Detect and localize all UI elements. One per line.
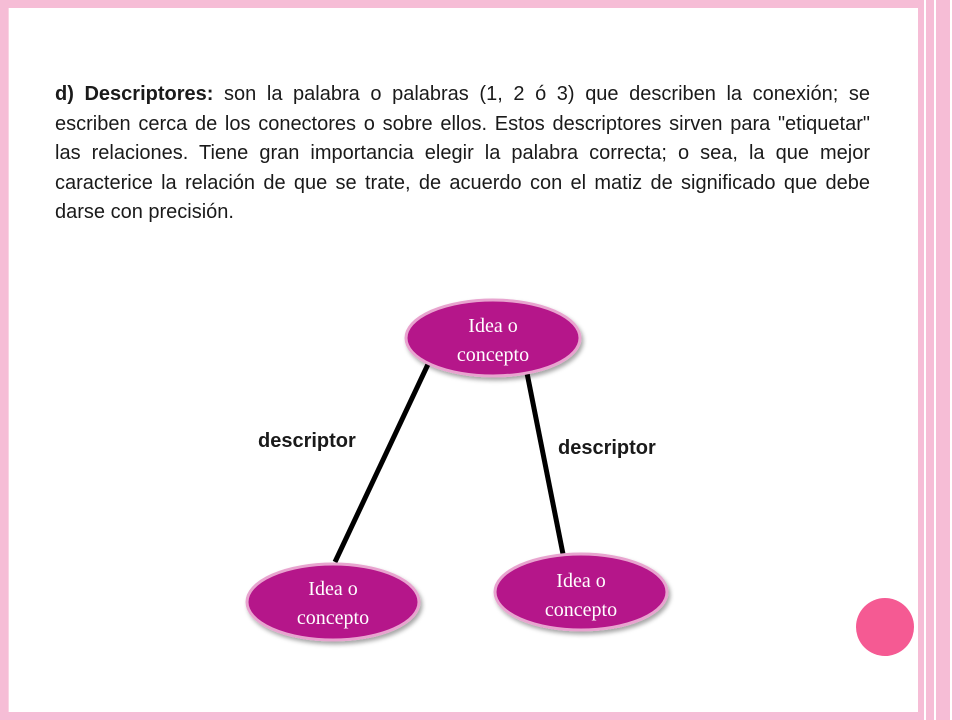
paragraph-body: son la palabra o palabras (1, 2 ó 3) que describen la conexión; se escriben cerca de los conectores o sobre ellos. Estos descriptores sirven para "etiquetar" las relaciones. Tiene gran importancia elegir la palabra correcta; o sea, la que mejor caracterice la relación de que se trate, de acuerdo con el matiz de significado que debe darse con precisión.: [55, 83, 870, 223]
connector-right: [526, 368, 563, 554]
node-label-line2: concepto: [296, 607, 370, 629]
decorative-circle: [856, 598, 914, 656]
descriptor-label-left: descriptor: [258, 430, 356, 452]
paragraph-lead: d) Descriptores:: [55, 83, 214, 105]
concept-node-top: [406, 300, 580, 376]
node-label-line2: concepto: [456, 344, 530, 366]
node-label-line1: Idea o: [308, 578, 358, 600]
concept-node-left: [247, 564, 419, 640]
descriptor-label-right: descriptor: [558, 437, 656, 459]
concept-node-right: [495, 554, 667, 630]
node-label-line1: Idea o: [556, 570, 606, 592]
node-label-line1: Idea o: [468, 315, 518, 337]
connector-left: [335, 360, 430, 562]
node-label-line2: concepto: [544, 599, 618, 621]
